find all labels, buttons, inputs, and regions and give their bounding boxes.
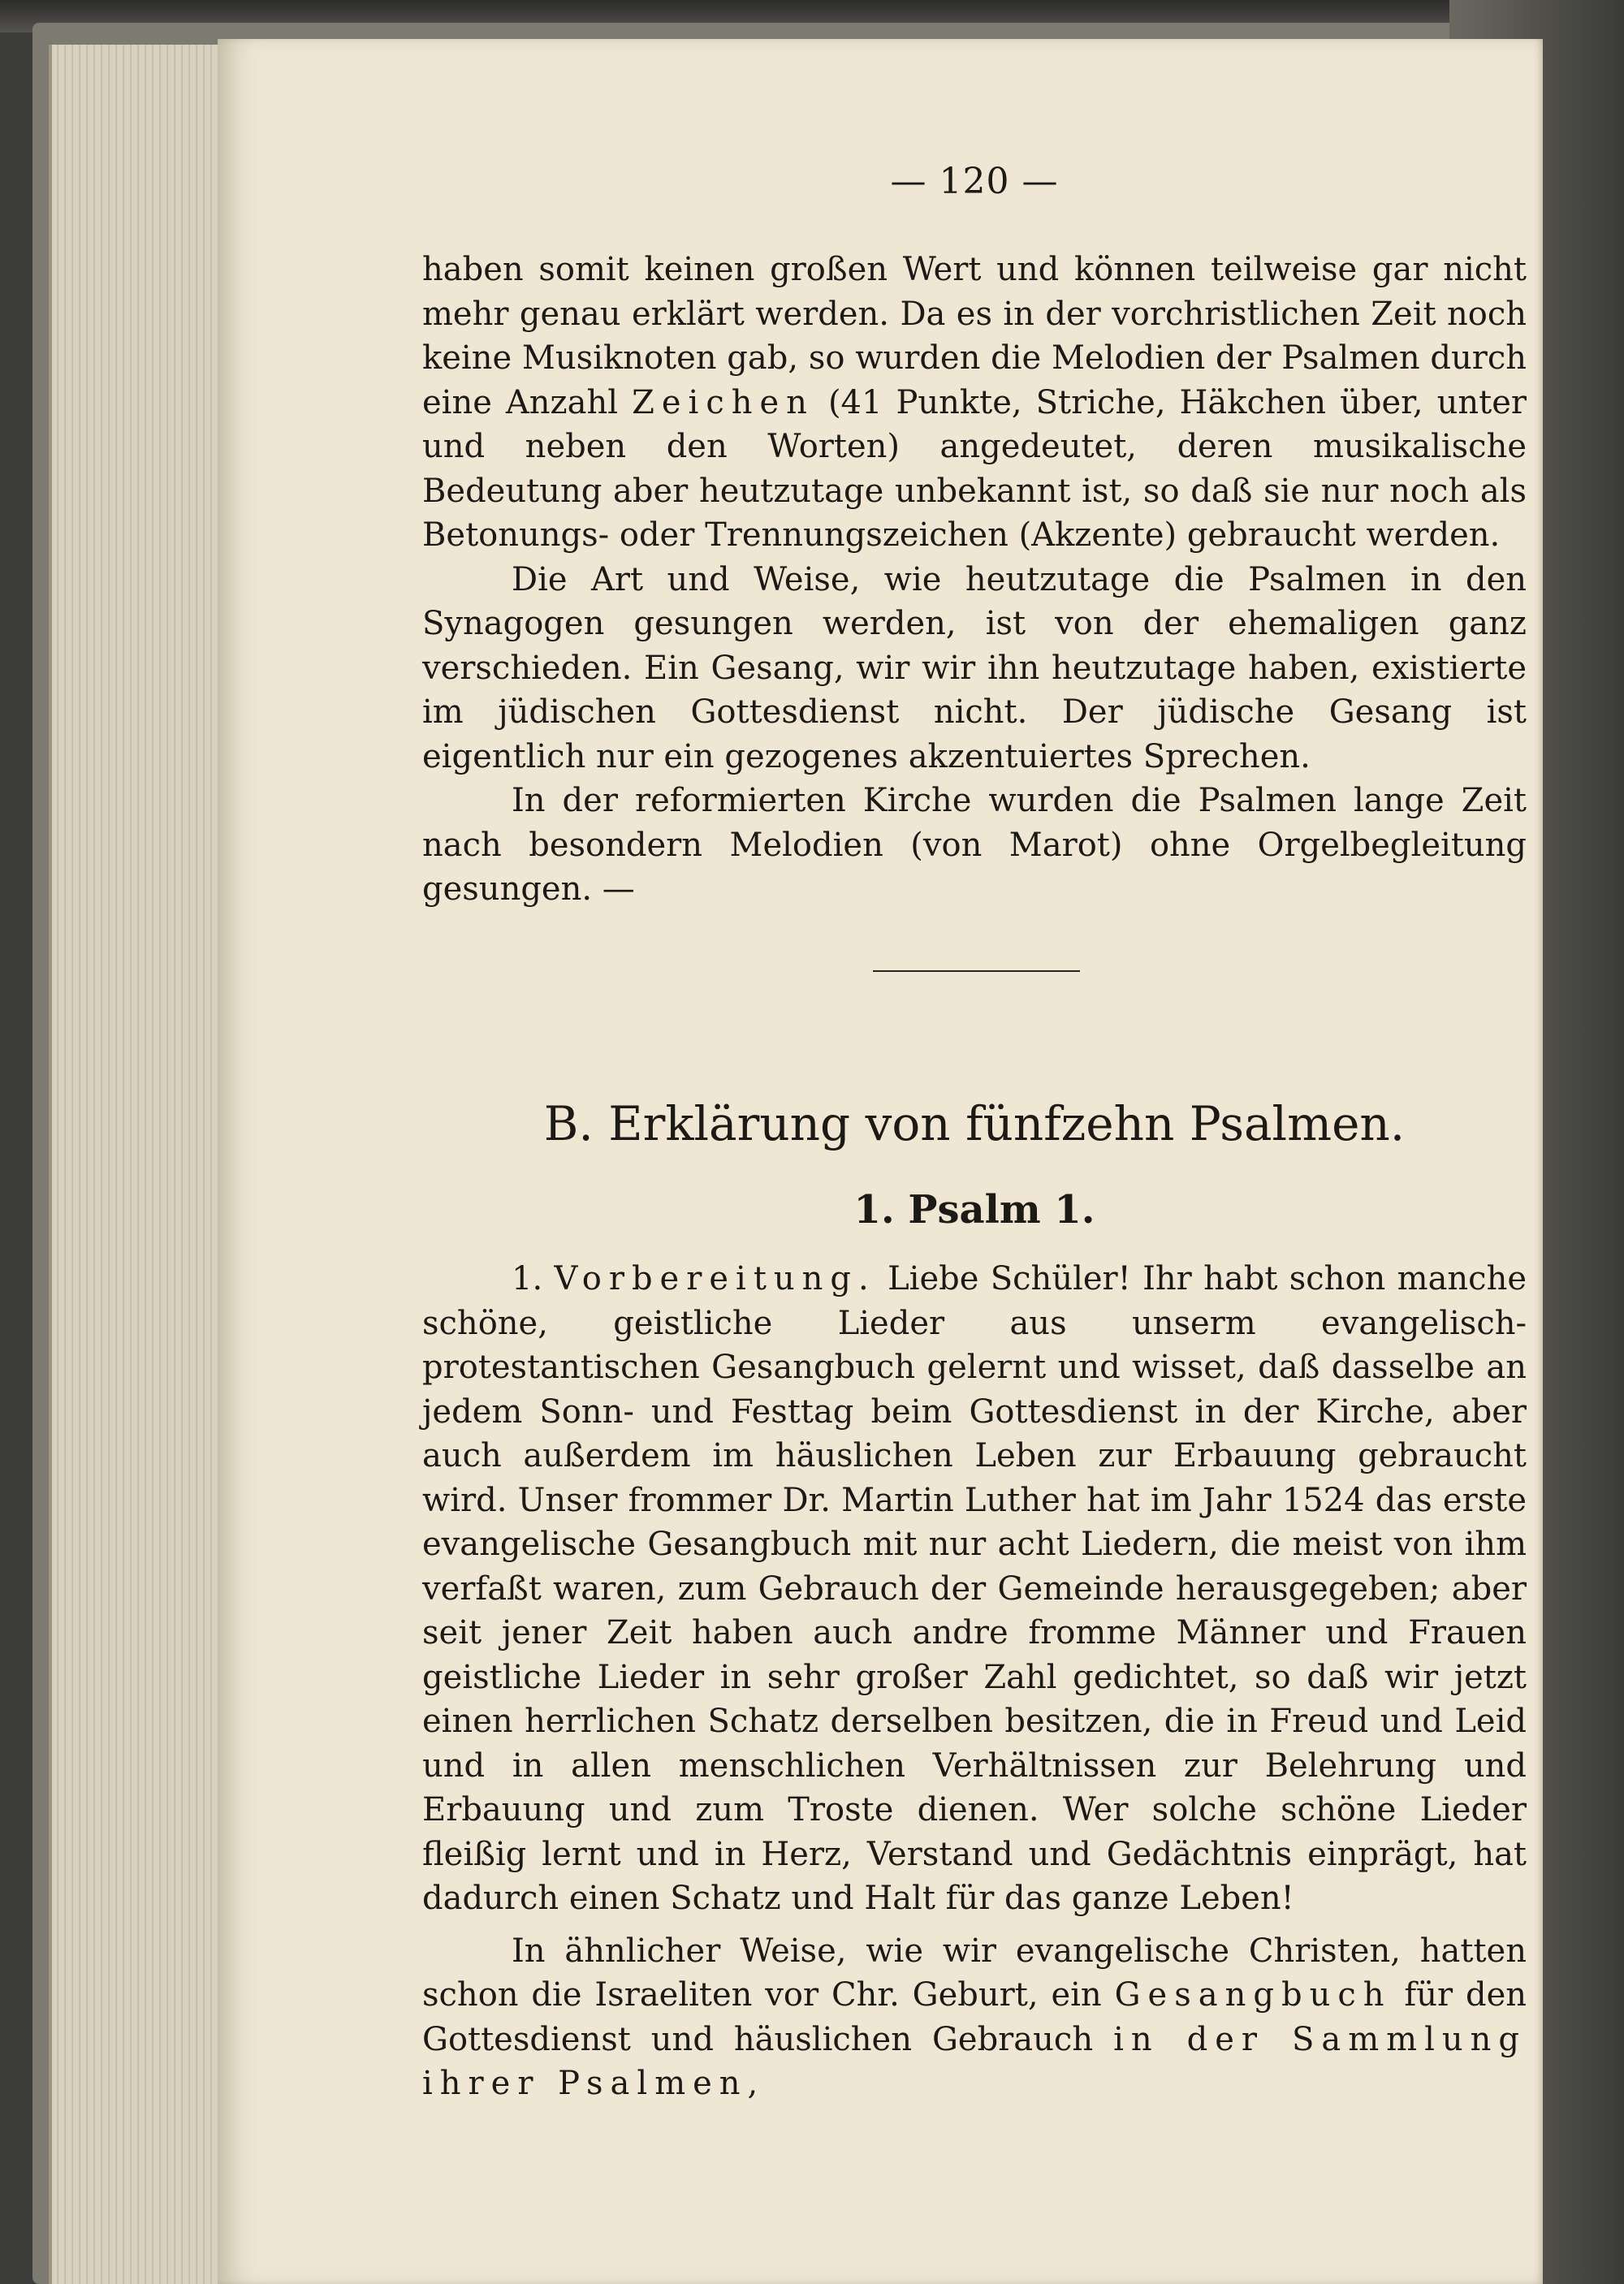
paragraph-text: (41 Punkte, Striche, Häkchen über, unter und neben den Worten) angedeutet, deren musikalische Bedeutung aber heutzutage unbekannt ist, so daß sie nur noch als Betonungs- oder Trennungszeichen (Akzente) gebraucht werden. — [422, 383, 1527, 554]
paragraph-reformed-church: In der reformierten Kirche wurden die Psalmen lange Zeit nach besondern Melodien (von Marot) ohne Orgelbegleitung gesungen. — — [422, 782, 1527, 908]
emphasized-word: Zeichen — [632, 383, 814, 421]
psalm-heading: 1. Psalm 1. — [853, 1187, 1095, 1233]
paragraph-text: Liebe Schüler! Ihr habt schon manche schöne, geistliche Lieder aus unserm evangelisch-protestantischen Gesangbuch gelernt und wisset, daß dasselbe an jedem Sonn- und Festtag beim Gottesdienst in der Kirche, aber auch außerdem im häuslichen Leben zur Erbauung gebraucht wird. Unser frommer Dr. Martin Luther hat im Jahr 1524 das erste evangelische Gesangbuch mit nur acht Liedern, die meist von ihm verfaßt waren, zum Gebrauch der Gemeinde herausgegeben; aber seit jener Zeit haben auch andre fromme Männer und Frauen geistliche Lieder in sehr großer Zahl gedichtet, so daß wir jetzt einen herrlichen Schatz derselben besitzen, die in Freud und Leid und in allen menschlichen Verhältnissen zur Belehrung und Erbauung und zum Troste dienen. Wer solche schöne Lieder fleißig lernt und in Herz, Verstand und Gedächtnis einprägt, hat dadurch einen Schatz und Halt für das ganze Leben! — [422, 1260, 1527, 1917]
paragraph-text: haben somit keinen großen Wert und können teilweise gar nicht mehr genau erklärt werden. Da es in der vorchristlichen Zeit noch keine Musiknoten gab, so wurden die Melodien der Psalmen durch eine Anzahl — [422, 251, 1527, 421]
paragraph-synagogue: Die Art und Weise, wie heutzutage die Psalmen in den Synagogen gesungen werden, ist von der ehemaligen ganz verschieden. Ein Gesang, wir wir ihn heutzutage haben, existierte im jüdischen Gottesdienst nicht. Der jüdische Gesang ist eigentlich nur ein gezogenes akzentuiertes Sprechen. — [422, 560, 1527, 775]
psalm-body — [422, 1257, 1527, 2106]
page-edges — [49, 45, 222, 2284]
emphasized-word: in der Sammlung ihrer Psalmen, — [422, 2020, 1527, 2102]
paragraph-label: 1. — [512, 1260, 543, 1297]
paragraph-continuation — [422, 248, 1527, 912]
emphasized-word: Vorbereitung. — [554, 1260, 876, 1297]
emphasized-word: Gesangbuch — [1114, 1976, 1392, 2014]
section-heading: B. Erklärung von fünfzehn Psalmen. — [543, 1096, 1406, 1151]
page-number: — 120 — — [890, 161, 1059, 202]
section-divider — [873, 970, 1080, 972]
paragraph-text: für den Gottesdienst und häuslichen Gebrauch — [422, 1976, 1527, 2058]
paragraph-text: In ähnlicher Weise, wie wir evangelische Christen, hatten schon die Israeliten vor Chr. Geburt, ein — [422, 1932, 1527, 2014]
